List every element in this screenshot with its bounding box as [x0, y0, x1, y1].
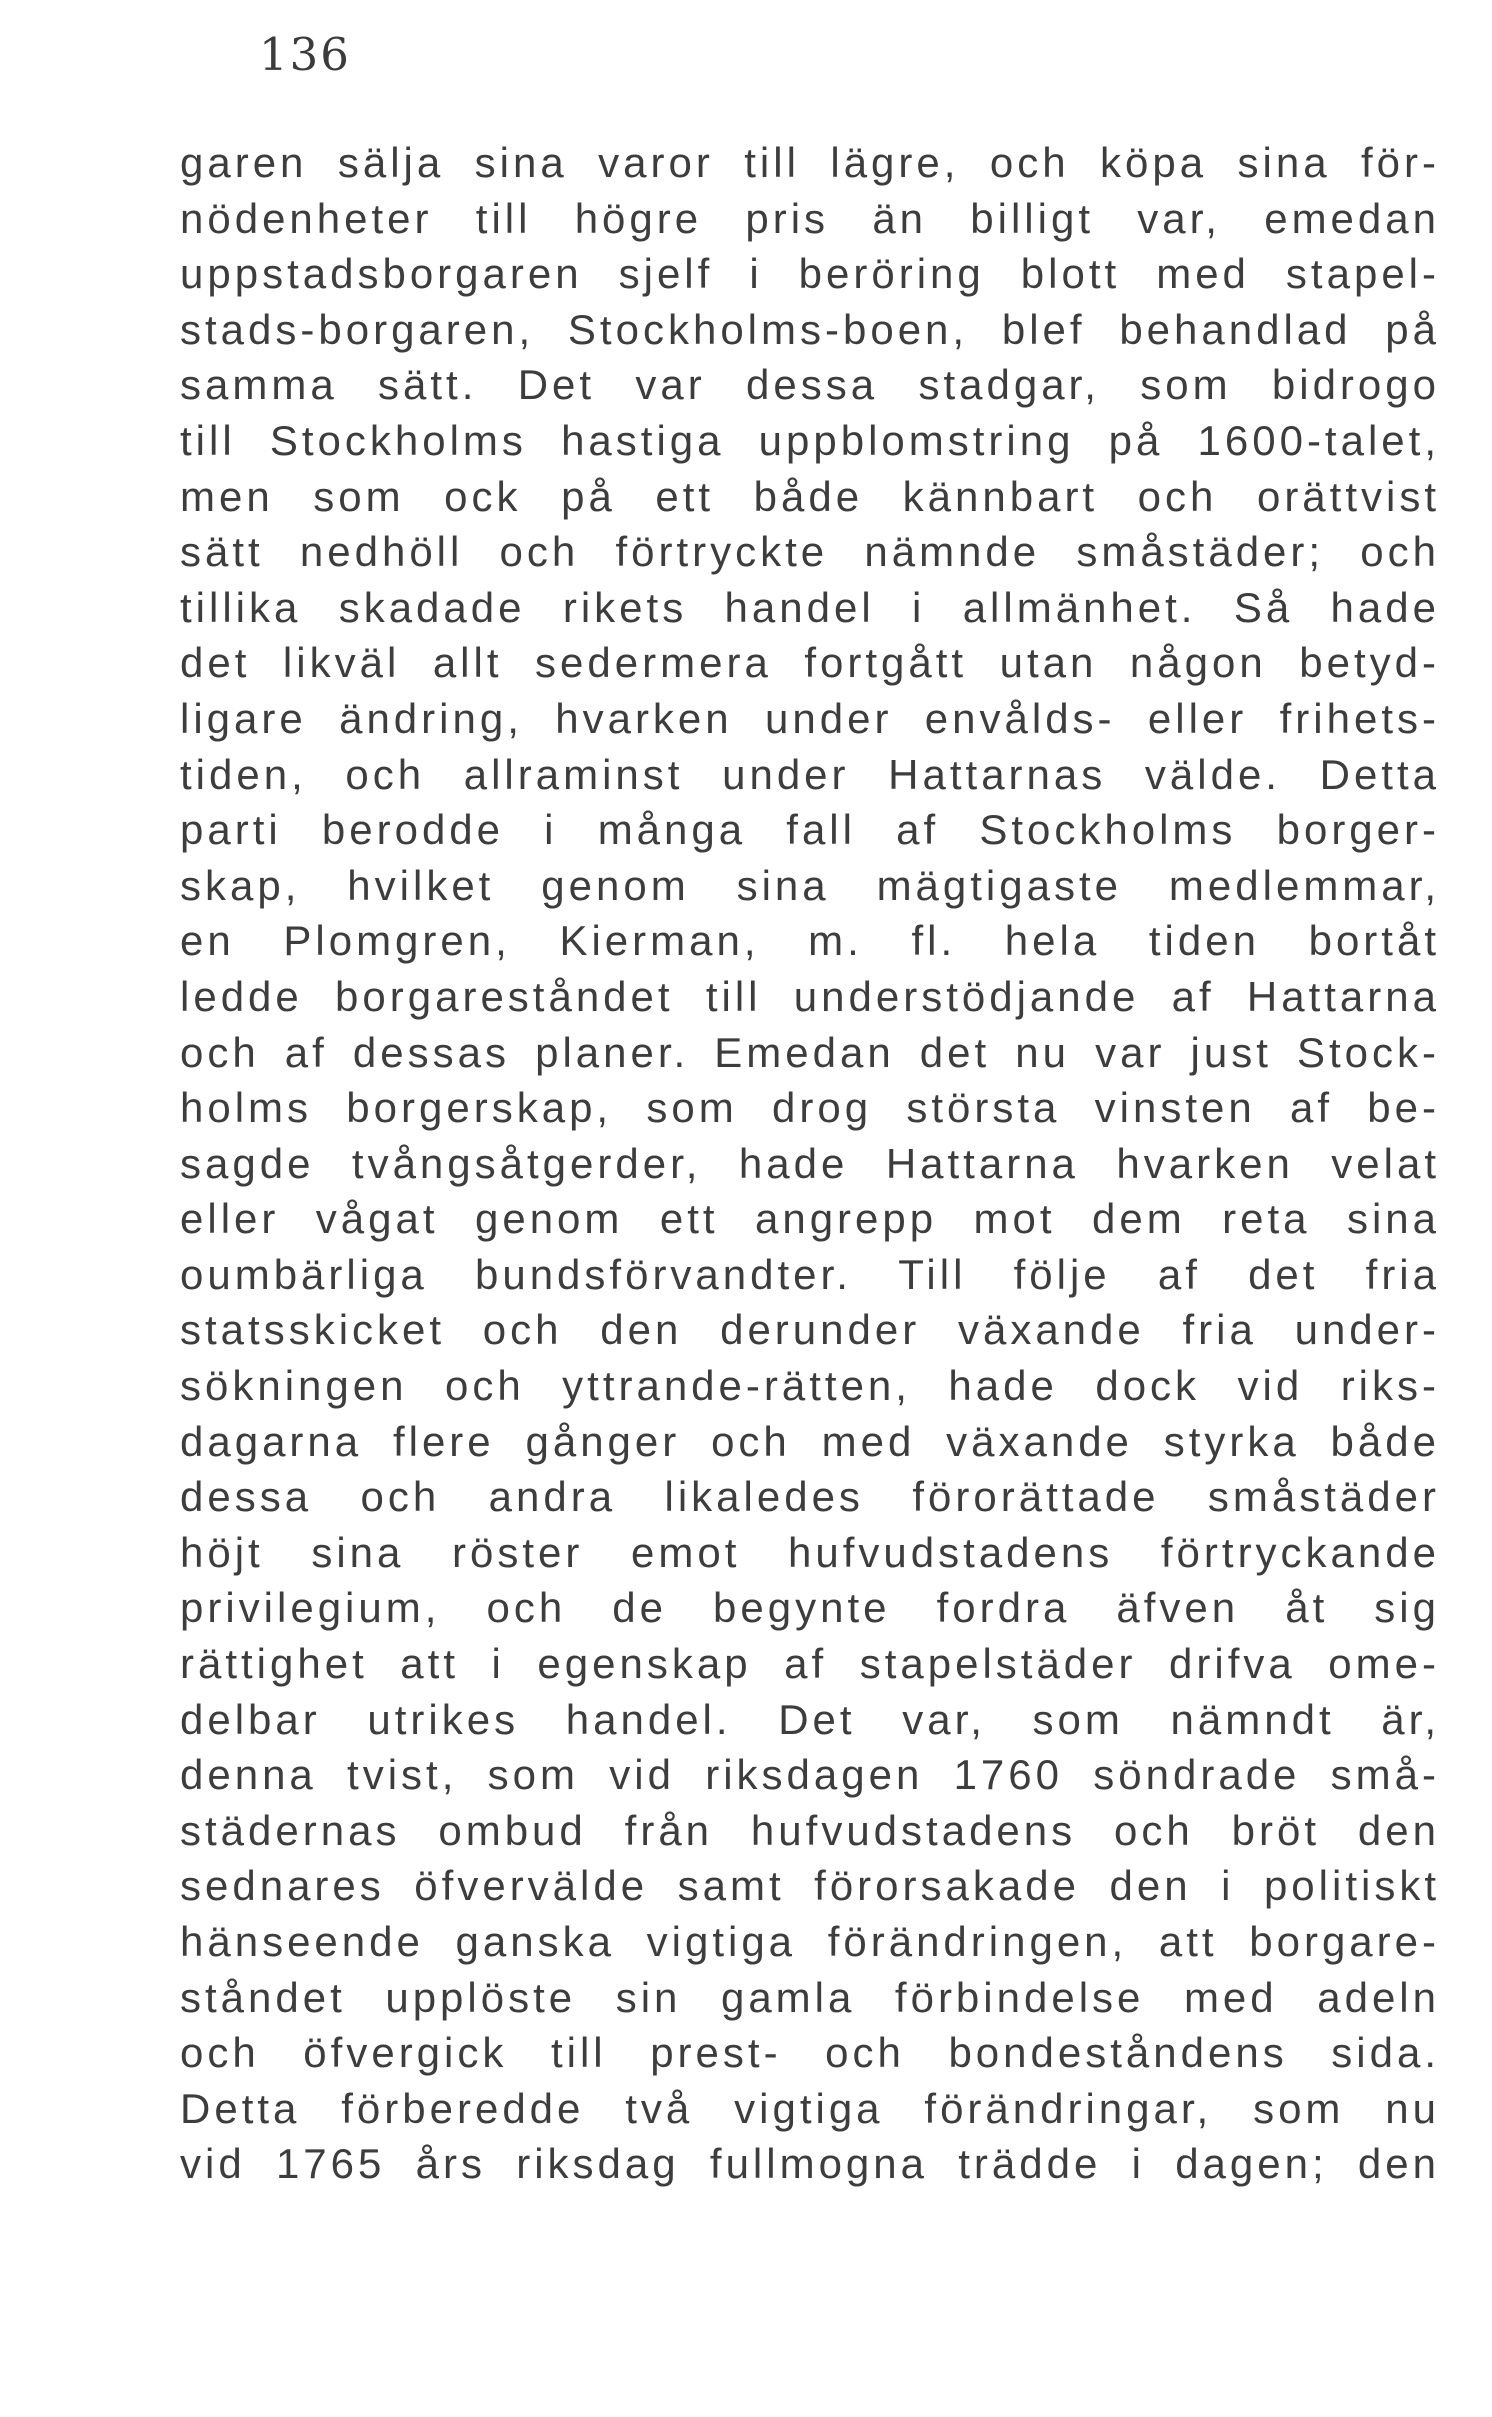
- body-text: [180, 135, 1440, 2192]
- text-line: till Stockholms hastiga uppblomstring på 1600-talet,: [180, 416, 1440, 464]
- text-line: men som ock på ett både kännbart och orättvist: [180, 472, 1440, 520]
- text-line: stads-borgaren, Stockholms-boen, blef behandlad på: [180, 305, 1440, 353]
- text-line: tillika skadade rikets handel i allmänhet. Så hade: [180, 583, 1440, 631]
- text-line: garen sälja sina varor till lägre, och köpa sina för-: [180, 139, 1440, 186]
- text-line: ståndet upplöste sin gamla förbindelse med adeln: [180, 1973, 1440, 2021]
- text-line: rättighet att i egenskap af stapelstäder drifva ome-: [180, 1640, 1440, 1688]
- text-line: holms borgerskap, som drog största vinsten af be-: [180, 1084, 1440, 1132]
- text-line: denna tvist, som vid riksdagen 1760 söndrade små-: [180, 1751, 1440, 1799]
- text-line: sökningen och yttrande-rätten, hade dock vid riks-: [180, 1362, 1440, 1410]
- text-line: uppstadsborgaren sjelf i beröring blott med stapel-: [180, 250, 1440, 298]
- text-line: Detta förberedde två vigtiga förändringar, som nu: [180, 2084, 1440, 2132]
- text-line: städernas ombud från hufvudstadens och bröt den: [180, 1806, 1440, 1854]
- text-line: samma sätt. Det var dessa stadgar, som bidrogo: [180, 361, 1440, 409]
- text-line: privilegium, och de begynte fordra äfven åt sig: [180, 1584, 1440, 1632]
- text-line: dessa och andra likaledes förorättade småstäder: [180, 1473, 1440, 1521]
- text-line: delbar utrikes handel. Det var, som nämndt är,: [180, 1695, 1440, 1743]
- text-line: skap, hvilket genom sina mägtigaste medlemmar,: [180, 861, 1440, 909]
- text-line: oumbärliga bundsförvandter. Till följe af det fria: [180, 1250, 1440, 1298]
- text-line: sagde tvångsåtgerder, hade Hattarna hvarken velat: [180, 1139, 1440, 1187]
- text-line: sätt nedhöll och förtryckte nämnde småstäder; och: [180, 528, 1440, 576]
- text-line: dagarna flere gånger och med växande styrka både: [180, 1417, 1440, 1465]
- text-line: ledde borgareståndet till understödjande af Hattarna: [180, 972, 1440, 1020]
- text-line: och öfvergick till prest- och bondeståndens sida.: [180, 2029, 1440, 2077]
- text-line: höjt sina röster emot hufvudstadens förtryckande: [180, 1528, 1440, 1576]
- text-line: hänseende ganska vigtiga förändringen, att borgare-: [180, 1918, 1440, 1965]
- text-line: eller vågat genom ett angrepp mot dem reta sina: [180, 1195, 1440, 1243]
- text-line: en Plomgren, Kierman, m. fl. hela tiden bortåt: [180, 917, 1440, 965]
- text-line: det likväl allt sedermera fortgått utan någon betyd-: [180, 639, 1440, 687]
- text-line: parti berodde i många fall af Stockholms borger-: [180, 806, 1440, 854]
- text-line: tiden, och allraminst under Hattarnas välde. Detta: [180, 750, 1440, 798]
- page-number: 136: [259, 28, 351, 81]
- text-line: sednares öfvervälde samt förorsakade den i politiskt: [180, 1862, 1440, 1910]
- text-line: ligare ändring, hvarken under envålds- eller frihets-: [180, 694, 1440, 742]
- text-line: nödenheter till högre pris än billigt var, emedan: [180, 194, 1440, 242]
- text-line: statsskicket och den derunder växande fria under-: [180, 1306, 1440, 1354]
- text-line: och af dessas planer. Emedan det nu var just Stock-: [180, 1028, 1440, 1076]
- text-line: vid 1765 års riksdag fullmogna trädde i dagen; den: [180, 2140, 1440, 2188]
